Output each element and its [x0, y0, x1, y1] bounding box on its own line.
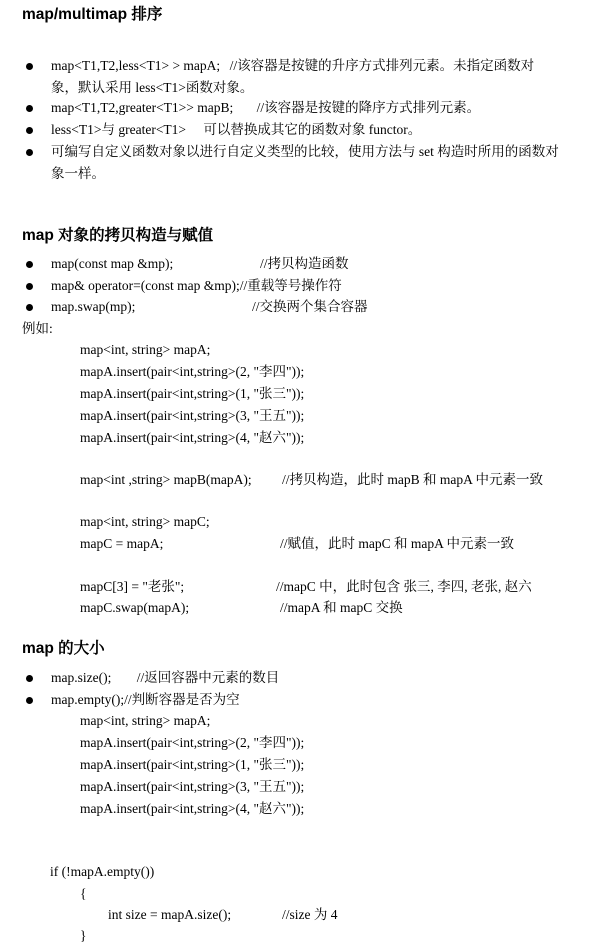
bullet-icon [26, 149, 33, 156]
code-text: less<T1>与 greater<T1> [51, 122, 187, 137]
code-line: mapC[3] = "老张"; [80, 579, 185, 594]
code-line: mapC.swap(mapA); [80, 600, 190, 615]
bullet-item [22, 141, 597, 185]
continuation-text: 象一样。 [51, 166, 105, 181]
bullet-item [22, 667, 597, 689]
bullet-item [22, 55, 597, 99]
section-heading-size: map 的大小 [22, 640, 105, 657]
bullet-item [22, 253, 597, 275]
code-text: map.size(); [51, 670, 112, 685]
example-label: 例如: [22, 321, 53, 336]
code-line: mapA.insert(pair<int,string>(4, "赵六")); [80, 801, 305, 816]
bullet-item [22, 296, 597, 318]
code-text: map& operator=(const map &mp);//重载等号操作符 [51, 278, 342, 293]
comment-text: //该容器是按键的升序方式排列元素。未指定函数对 [229, 58, 535, 73]
code-line: int size = mapA.size(); [108, 907, 232, 922]
bullet-item [22, 689, 597, 711]
comment-text: //赋值，此时 mapC 和 mapA 中元素一致 [280, 536, 514, 551]
bullet-icon [26, 127, 33, 134]
bullet-item [22, 275, 597, 297]
code-line: mapA.insert(pair<int,string>(3, "王五")); [80, 779, 305, 794]
code-line: map<int, string> mapA; [80, 342, 211, 357]
code-line: mapA.insert(pair<int,string>(2, "李四")); [80, 735, 305, 750]
close-brace: } [80, 928, 87, 943]
comment-text: //该容器是按键的降序方式排列元素。 [256, 100, 481, 115]
comment-text: //交换两个集合容器 [252, 299, 368, 314]
code-line: if (!mapA.empty()) [50, 864, 155, 879]
bullet-icon [26, 675, 33, 682]
code-text: map<T1,T2,greater<T1>> mapB; [51, 100, 234, 115]
bullet-icon [26, 261, 33, 268]
bullet-item [22, 119, 597, 141]
code-line: mapC = mapA; [80, 536, 164, 551]
code-text: map.swap(mp); [51, 299, 136, 314]
bullet-icon [26, 105, 33, 112]
comment-text: //size 为 4 [282, 907, 338, 922]
code-line: mapA.insert(pair<int,string>(1, "张三")); [80, 386, 305, 401]
bullet-icon [26, 304, 33, 311]
comment-text: 可以替换成其它的函数对象 functor。 [203, 122, 422, 137]
continuation-text: 象，默认采用 less<T1>函数对象。 [51, 80, 254, 95]
bullet-icon [26, 283, 33, 290]
code-line: mapA.insert(pair<int,string>(2, "李四")); [80, 364, 305, 379]
code-line: map<int, string> mapC; [80, 514, 210, 529]
comment-text: //mapC 中，此时包含 张三, 李四, 老张, 赵六 [276, 579, 532, 594]
code-line: map<int ,string> mapB(mapA); [80, 472, 252, 487]
code-text: map.empty();//判断容器是否为空 [51, 692, 240, 707]
bullet-text: 可编写自定义函数对象以进行自定义类型的比较，使用方法与 set 构造时所用的函数对 [51, 144, 559, 159]
bullet-icon [26, 697, 33, 704]
code-line: mapA.insert(pair<int,string>(3, "王五")); [80, 408, 305, 423]
comment-text: //mapA 和 mapC 交换 [280, 600, 403, 615]
code-text: map<T1,T2,less<T1> > mapA; [51, 58, 221, 73]
comment-text: //返回容器中元素的数目 [136, 670, 280, 685]
bullet-icon [26, 63, 33, 70]
section-heading-copy: map 对象的拷贝构造与赋值 [22, 227, 214, 244]
section-heading-sort: map/multimap 排序 [22, 6, 163, 23]
code-line: mapA.insert(pair<int,string>(1, "张三")); [80, 757, 305, 772]
open-brace: { [80, 886, 87, 901]
comment-text: //拷贝构造函数 [260, 256, 349, 271]
comment-text: //拷贝构造，此时 mapB 和 mapA 中元素一致 [282, 472, 543, 487]
code-line: map<int, string> mapA; [80, 713, 211, 728]
bullet-item [22, 97, 597, 119]
code-line: mapA.insert(pair<int,string>(4, "赵六")); [80, 430, 305, 445]
code-text: map(const map &mp); [51, 256, 174, 271]
